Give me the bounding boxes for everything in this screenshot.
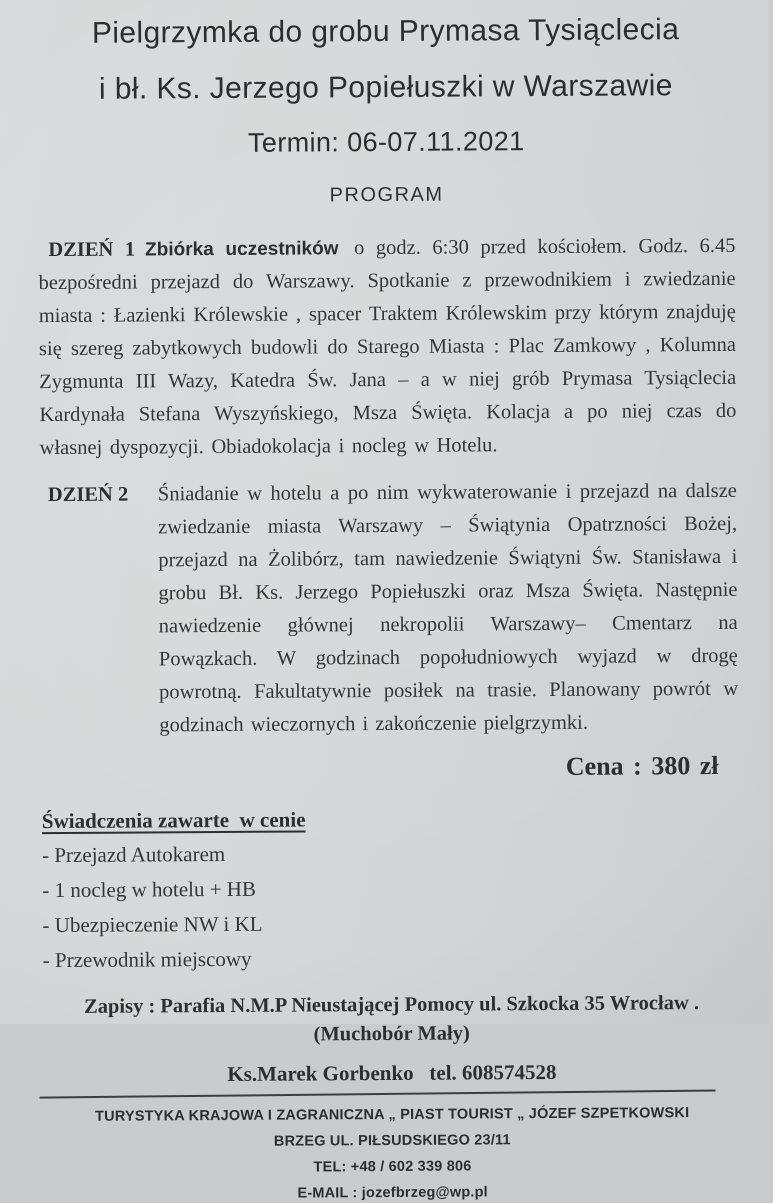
day2-paragraph (40, 475, 739, 743)
footer-company: TURYSTYKA KRAJOWA I ZAGRANICZNA „ PIAST TOURIST „ JÓZEF SZPETKOWSKI (95, 1105, 690, 1125)
day1-label: DZIEŃ 1 (48, 238, 136, 262)
list-item: - Ubezpieczenie NW i KL (42, 911, 263, 938)
price-line: Cena : 380 zł (565, 750, 719, 781)
footer-email: E-MAIL : jozefbrzeg@wp.pl (297, 1184, 488, 1202)
signup-section (43, 992, 740, 1048)
day2-text: Śniadanie w hotelu a po nim wykwaterowanie i przejazd na dalsze zwiedzanie miasta Warszawy – Świątynia Opatrzności Bożej, przejazd na Żolibórz, tam nawiedzenie Świątyni Św. Stanisława i grobu Bł. Ks. Jerzego Popiełuszki oraz Msza Święta. Następnie nawiedzenie głównej nekropolii Warszawy– Cmentarz na Powązkach. W godzinach popołudniowych wyjazd w drogę powrotną. Fakultatywnie posiłek na trasie. Planowany powrót w godzinach wieczornych i zakończenie pielgrzymki. (157, 479, 739, 737)
day1-subtitle: Zbiórka uczestników (145, 238, 339, 261)
signup-address: Zapisy : Parafia N.M.P Nieustającej Pomocy ul. Szkocka 35 Wrocław . (83, 992, 700, 1018)
included-section (42, 805, 740, 974)
included-heading: Świadczenia zawarte w cenie (41, 807, 306, 834)
term-line: Termin: 06-07.11.2021 (247, 126, 525, 158)
divider-rule (40, 1090, 716, 1099)
list-item: - Przewodnik miejscowy (42, 946, 252, 973)
contact-line: Ks.Marek Gorbenko tel. 608574528 (227, 1059, 557, 1086)
footer-phone: TEL: +48 / 602 339 806 (313, 1158, 472, 1176)
day2-label: DZIEŃ 2 (47, 483, 129, 507)
day1-paragraph (38, 230, 736, 465)
page-title-line1: Pielgrzymka do grobu Prymasa Tysiąclecia (91, 13, 680, 50)
footer-address: BRZEG UL. PIŁSUDSKIEGO 23/11 (273, 1132, 511, 1150)
page-title-line2: i bł. Ks. Jerzego Popiełuszki w Warszawie (98, 69, 673, 106)
list-item: - 1 nocleg w hotelu + HB (42, 876, 257, 903)
day1-text: o godz. 6:30 przed kościołem. Godz. 6.45 bezpośredni przejazd do Warszawy. Spotkanie z przewodnikiem i zwiedzanie miasta : Łazienki Królewskie , spacer Traktem Królewskim przy którym znajduję się szereg zabytkowych budowli do Starego Miasta : Plac Zamkowy , Kolumna Zygmunta III Wazy, Katedra Św. Jana – a w niej grób Prymasa Tysiąclecia Kardynała Stefana Wyszyńskiego, Msza Święta. Kolacja a po niej czas do własnej dyspozycji. Obiadokolacja i nocleg w Hotelu. (38, 234, 737, 460)
program-heading: PROGRAM (329, 183, 444, 207)
list-item: - Przejazd Autokarem (42, 841, 226, 868)
footer-section (44, 1105, 742, 1203)
signup-district: (Muchobór Mały) (313, 1022, 470, 1046)
